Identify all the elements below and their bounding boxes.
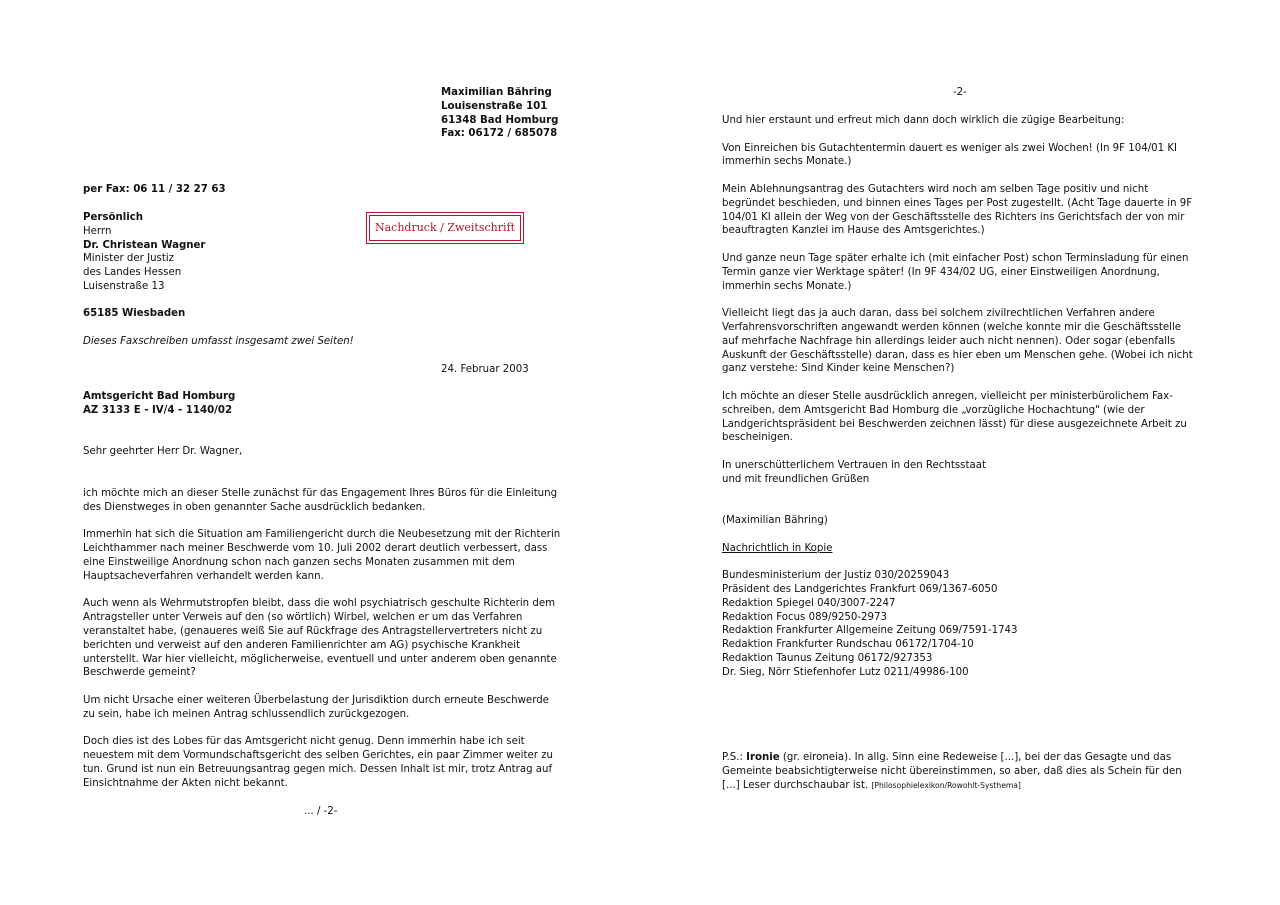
reference-court: Amtsgericht Bad Homburg [83, 391, 236, 402]
paragraph: Um nicht Ursache einer weiteren Überbelastung der Jurisdiktion durch erneute Beschwerde zu sein, habe ich meinen Antrag schlussendlich zurückgezogen. [83, 694, 549, 720]
recipient-street: Luisenstraße 13 [83, 280, 165, 292]
postscript [722, 751, 1192, 792]
page1-body [83, 487, 563, 804]
fax-page-note: Dieses Faxschreiben umfasst insgesamt zwei Seiten! [83, 336, 354, 347]
paragraph: Mein Ablehnungsantrag des Gutachters wird noch am selben Tage positiv und nicht begründet beschieden, und binnen eines Tages per Post zugestellt. (Acht Tage dauerte in 9F 104/01 KI allein der Weg von der Geschäftsstelle des Richters ins Gerichtsfach der von mir beauftragten Kanzlei im Hause des Amtsgerichtes.) [722, 183, 1193, 237]
fax-number-line: per Fax: 06 11 / 32 27 63 [83, 184, 226, 195]
sender-street: Louisenstraße 101 [441, 100, 548, 112]
ps-term: Ironie [746, 752, 780, 763]
sender-city: 61348 Bad Homburg [441, 114, 559, 126]
ps-source: [Philosophielexikon/Rowohlt-Systhema] [871, 780, 1021, 790]
sender-fax: Fax: 06172 / 685078 [441, 128, 558, 140]
reference-block [83, 390, 235, 418]
paragraph: ich möchte mich an dieser Stelle zunächst für das Engagement Ihres Büros für die Einleitung des Dienstweges in oben genannter Sache ausdrücklich bedanken. [83, 488, 558, 513]
recipient-salutation: Herrn [83, 225, 112, 237]
recipient-title-1: Minister der Justiz [83, 253, 175, 265]
sender-name: Maximilian Bähring [441, 87, 552, 98]
ps-text: (gr. eironeia). In allg. Sinn eine Redeweise [...], bei der das Gesagte und das Gemeinte beabsichtigterweise nicht übereinstimmen, so aber, daß dies als Schein für den [...] Leser durchschaubar ist. [722, 752, 1182, 791]
copy-stamp: Nachdruck / Zweitschrift [369, 215, 521, 241]
paragraph: Von Einreichen bis Gutachtentermin dauert es weniger als zwei Wochen! (In 9F 104/01 KI immerhin sechs Monate.) [722, 142, 1178, 168]
greeting: Sehr geehrter Herr Dr. Wagner, [83, 446, 243, 457]
paragraph: Und ganze neun Tage später erhalte ich (mit einfacher Post) schon Terminsladung für einen Termin ganze vier Werktage später! (In 9F 434/02 UG, einer Einstweiligen Anordnung, immerhin sechs Monate.) [722, 252, 1189, 292]
signature: (Maximilian Bähring) [722, 515, 828, 527]
closing-block [722, 459, 1197, 487]
continuation-marker: ... / -2- [304, 806, 338, 817]
page2-body [722, 114, 1197, 680]
recipient-name: Dr. Christean Wagner [83, 239, 206, 251]
reference-file-number: AZ 3133 E - IV/4 - 1140/02 [83, 404, 233, 416]
cc-list [722, 569, 1197, 679]
recipient-title-2: des Landes Hessen [83, 267, 182, 279]
recipient-city: 65185 Wiesbaden [83, 308, 186, 319]
cc-item: Präsident des Landgerichtes Frankfurt 069/1367-6050 [722, 584, 998, 596]
cc-heading: Nachrichtlich in Kopie [722, 542, 833, 554]
cc-item: Dr. Sieg, Nörr Stiefenhofer Lutz 0211/49986-100 [722, 666, 969, 678]
paragraph: Vielleicht liegt das ja auch daran, dass bei solchem zivilrechtlichen Verfahren andere Verfahrensvorschriften angewandt werden können (welche konnte mir die Geschäftsstelle auf mehrfache Nachfrage hin allerdings leider auch nicht nennen). Oder sogar (ebenfalls Auskunft der Geschäftsstelle) daran, dass es hier eben um Menschen gehe. (Wobei ich nicht ganz verstehe: Sind Kinder keine Menschen?) [722, 308, 1193, 375]
closing-line-1: In unerschütterlichem Vertrauen in den Rechtsstaat [722, 459, 986, 471]
closing-line-2: und mit freundlichen Grüßen [722, 473, 870, 485]
cc-item: Bundesministerium der Justiz 030/20259043 [722, 570, 950, 582]
cc-item: Redaktion Frankfurter Allgemeine Zeitung 069/7591-1743 [722, 625, 1018, 637]
cc-item: Redaktion Frankfurter Rundschau 06172/1704-10 [722, 639, 974, 651]
paragraph: Immerhin hat sich die Situation am Familiengericht durch die Neubesetzung mit der Richterin Leichthammer nach meiner Beschwerde vom 10. Juli 2002 derart deutlich verbessert, dass eine Einstweilige Anordnung schon nach ganzen sechs Monaten zusammen mit dem Hauptsacheverfahren verhandelt werden kann. [83, 529, 561, 582]
recipient-address [83, 211, 205, 294]
page-number: -2- [953, 87, 967, 98]
paragraph: Und hier erstaunt und erfreut mich dann doch wirklich die zügige Bearbeitung: [722, 115, 1125, 126]
cc-item: Redaktion Focus 089/9250-2973 [722, 611, 887, 623]
cc-item: Redaktion Taunus Zeitung 06172/927353 [722, 653, 933, 665]
paragraph: Auch wenn als Wehrmutstropfen bleibt, dass die wohl psychiatrisch geschulte Richterin dem Antragsteller unter Verweis auf den (so wörtlich) Wirbel, welchen er um das Verfahren veranstaltet habe, (genaueres weiß Sie auf Rückfrage des Antragstellervertreters nicht zu berichten und verweist auf den anderen Familienrichter am AG) psychische Krankheit unterstellt. War hier vielleicht, möglicherweise, eventuell und unter anderem oben genannte Beschwerde gemeint? [83, 598, 557, 679]
ps-prefix: P.S.: [722, 752, 747, 763]
paragraph: Doch dies ist des Lobes für das Amtsgericht nicht genug. Denn immerhin habe ich seit neuestem mit dem Vormundschaftsgericht des selben Gerichtes, ein paar Zimmer weiter zu tun. Grund ist nun ein Betreuungsantrag gegen mich. Dessen Inhalt ist mir, trotz Antrag auf Einsichtnahme der Akten nicht bekannt. [83, 736, 553, 789]
letter-date: 24. Februar 2003 [441, 364, 529, 375]
cc-item: Redaktion Spiegel 040/3007-2247 [722, 597, 896, 609]
paragraph: Ich möchte an dieser Stelle ausdrücklich anregen, vielleicht per ministerbürolichem Fax-schreiben, dem Amtsgericht Bad Homburg die „vorzügliche Hochachtung" (wie der Landgerichtspräsident bei Beschwerden zeichnen lässt) für diese ausgezeichnete Arbeit zu bescheinigen. [722, 390, 1187, 444]
personal-mark: Persönlich [83, 212, 143, 223]
sender-address [441, 86, 558, 141]
